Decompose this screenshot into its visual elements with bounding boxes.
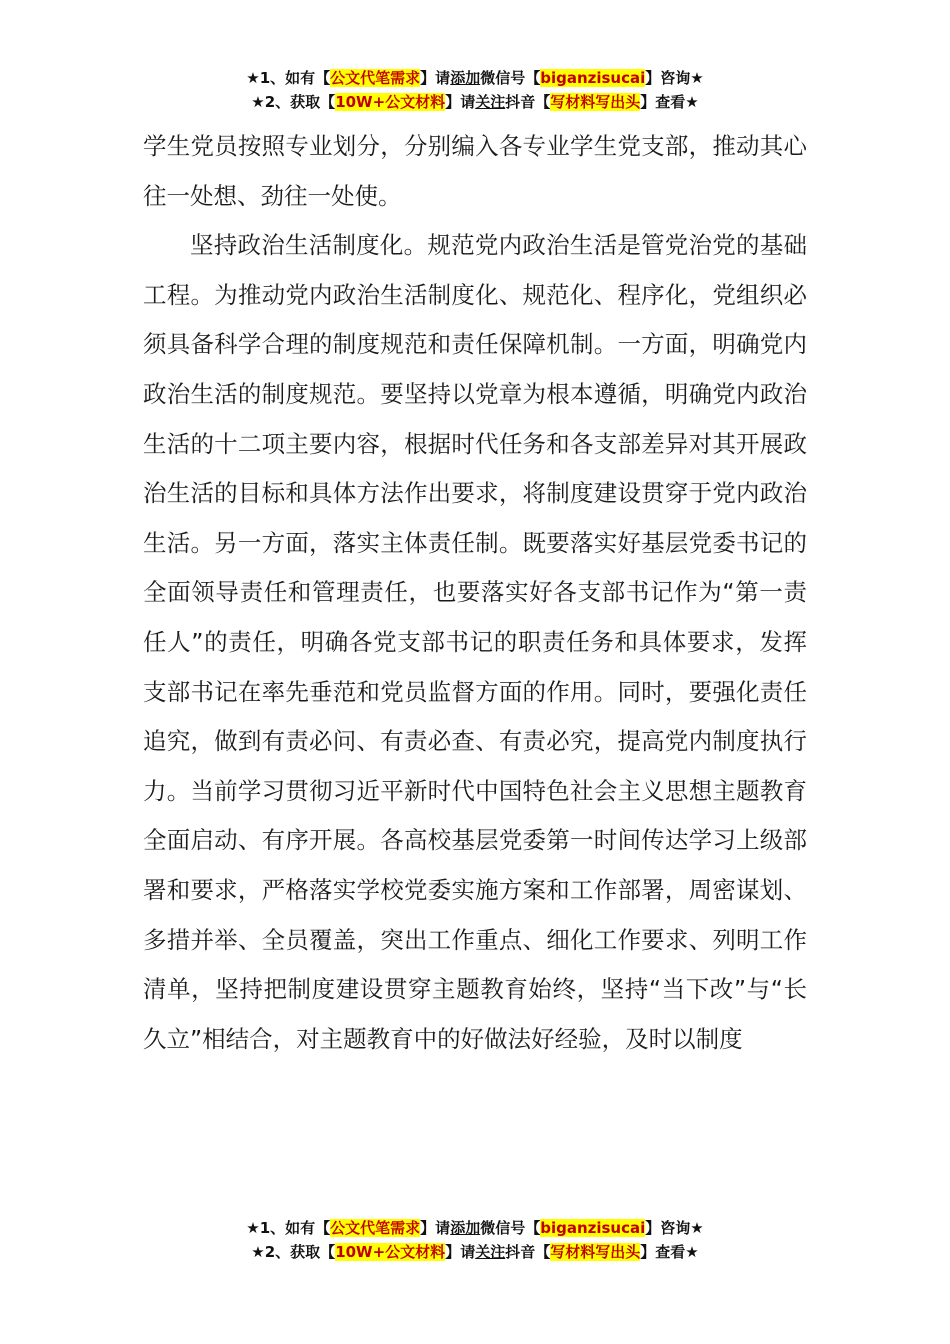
banner-text: ★1、如有【: [246, 69, 331, 87]
footer-banner: [0, 1216, 950, 1264]
banner-underlined-text: 关注: [475, 1243, 506, 1261]
banner-text: 】请: [420, 1219, 451, 1237]
document-body: [143, 122, 807, 1064]
footer-banner-line-1: [0, 1216, 950, 1240]
banner-text: 】请: [445, 93, 476, 111]
banner-text: 】咨询★: [645, 1219, 704, 1237]
banner-text: ★2、获取【: [251, 93, 336, 111]
banner-text: 抖音【: [505, 93, 551, 111]
banner-text: ★1、如有【: [246, 1219, 331, 1237]
banner-text: 微信号【: [480, 69, 541, 87]
banner-underlined-text: 关注: [475, 93, 506, 111]
highlight-ghostwriting: 公文代笔需求: [330, 1219, 421, 1237]
header-banner-line-2: [0, 90, 950, 114]
highlight-materials: 10W+公文材料: [335, 93, 446, 111]
header-banner-line-1: [0, 66, 950, 90]
banner-text: ★2、获取【: [251, 1243, 336, 1261]
banner-text: 】咨询★: [645, 69, 704, 87]
banner-underlined-text: 添加: [450, 69, 481, 87]
footer-banner-line-2: [0, 1240, 950, 1264]
banner-underlined-text: 添加: [450, 1219, 481, 1237]
paragraph-continued: 学生党员按照专业划分，分别编入各专业学生党支部，推动其心往一处想、劲往一处使。: [143, 132, 807, 210]
highlight-wechat-id: biganzisucai: [540, 1219, 646, 1237]
banner-text: 】请: [445, 1243, 476, 1261]
highlight-wechat-id: biganzisucai: [540, 69, 646, 87]
banner-text: 微信号【: [480, 1219, 541, 1237]
highlight-douyin-account: 写材料写出头: [550, 1243, 641, 1261]
header-banner: [0, 66, 950, 114]
highlight-ghostwriting: 公文代笔需求: [330, 69, 421, 87]
banner-text: 抖音【: [505, 1243, 551, 1261]
highlight-douyin-account: 写材料写出头: [550, 93, 641, 111]
banner-text: 】查看★: [640, 93, 699, 111]
banner-text: 】查看★: [640, 1243, 699, 1261]
banner-text: 】请: [420, 69, 451, 87]
paragraph-political-life: 坚持政治生活制度化。规范党内政治生活是管党治党的基础工程。为推动党内政治生活制度化、规范化、程序化，党组织必须具备科学合理的制度规范和责任保障机制。一方面，明确党内政治生活的制度规范。要坚持以党章为根本遵循，明确党内政治生活的十二项主要内容，根据时代任务和各支部差异对其开展政治生活的目标和具体方法作出要求，将制度建设贯穿于党内政治生活。另一方面，落实主体责任制。既要落实好基层党委书记的全面领导责任和管理责任，也要落实好各支部书记作为“第一责任人”的责任，明确各党支部书记的职责任务和具体要求，发挥支部书记在率先垂范和党员监督方面的作用。同时，要强化责任追究，做到有责必问、有责必查、有责必究，提高党内制度执行力。当前学习贯彻习近平新时代中国特色社会主义思想主题教育全面启动、有序开展。各高校基层党委第一时间传达学习上级部署和要求，严格落实学校党委实施方案和工作部署，周密谋划、多措并举、全员覆盖，突出工作重点、细化工作要求、列明工作清单，坚持把制度建设贯穿主题教育始终，坚持“当下改”与“长久立”相结合，对主题教育中的好做法好经验，及时以制度: [143, 231, 807, 1053]
highlight-materials: 10W+公文材料: [335, 1243, 446, 1261]
